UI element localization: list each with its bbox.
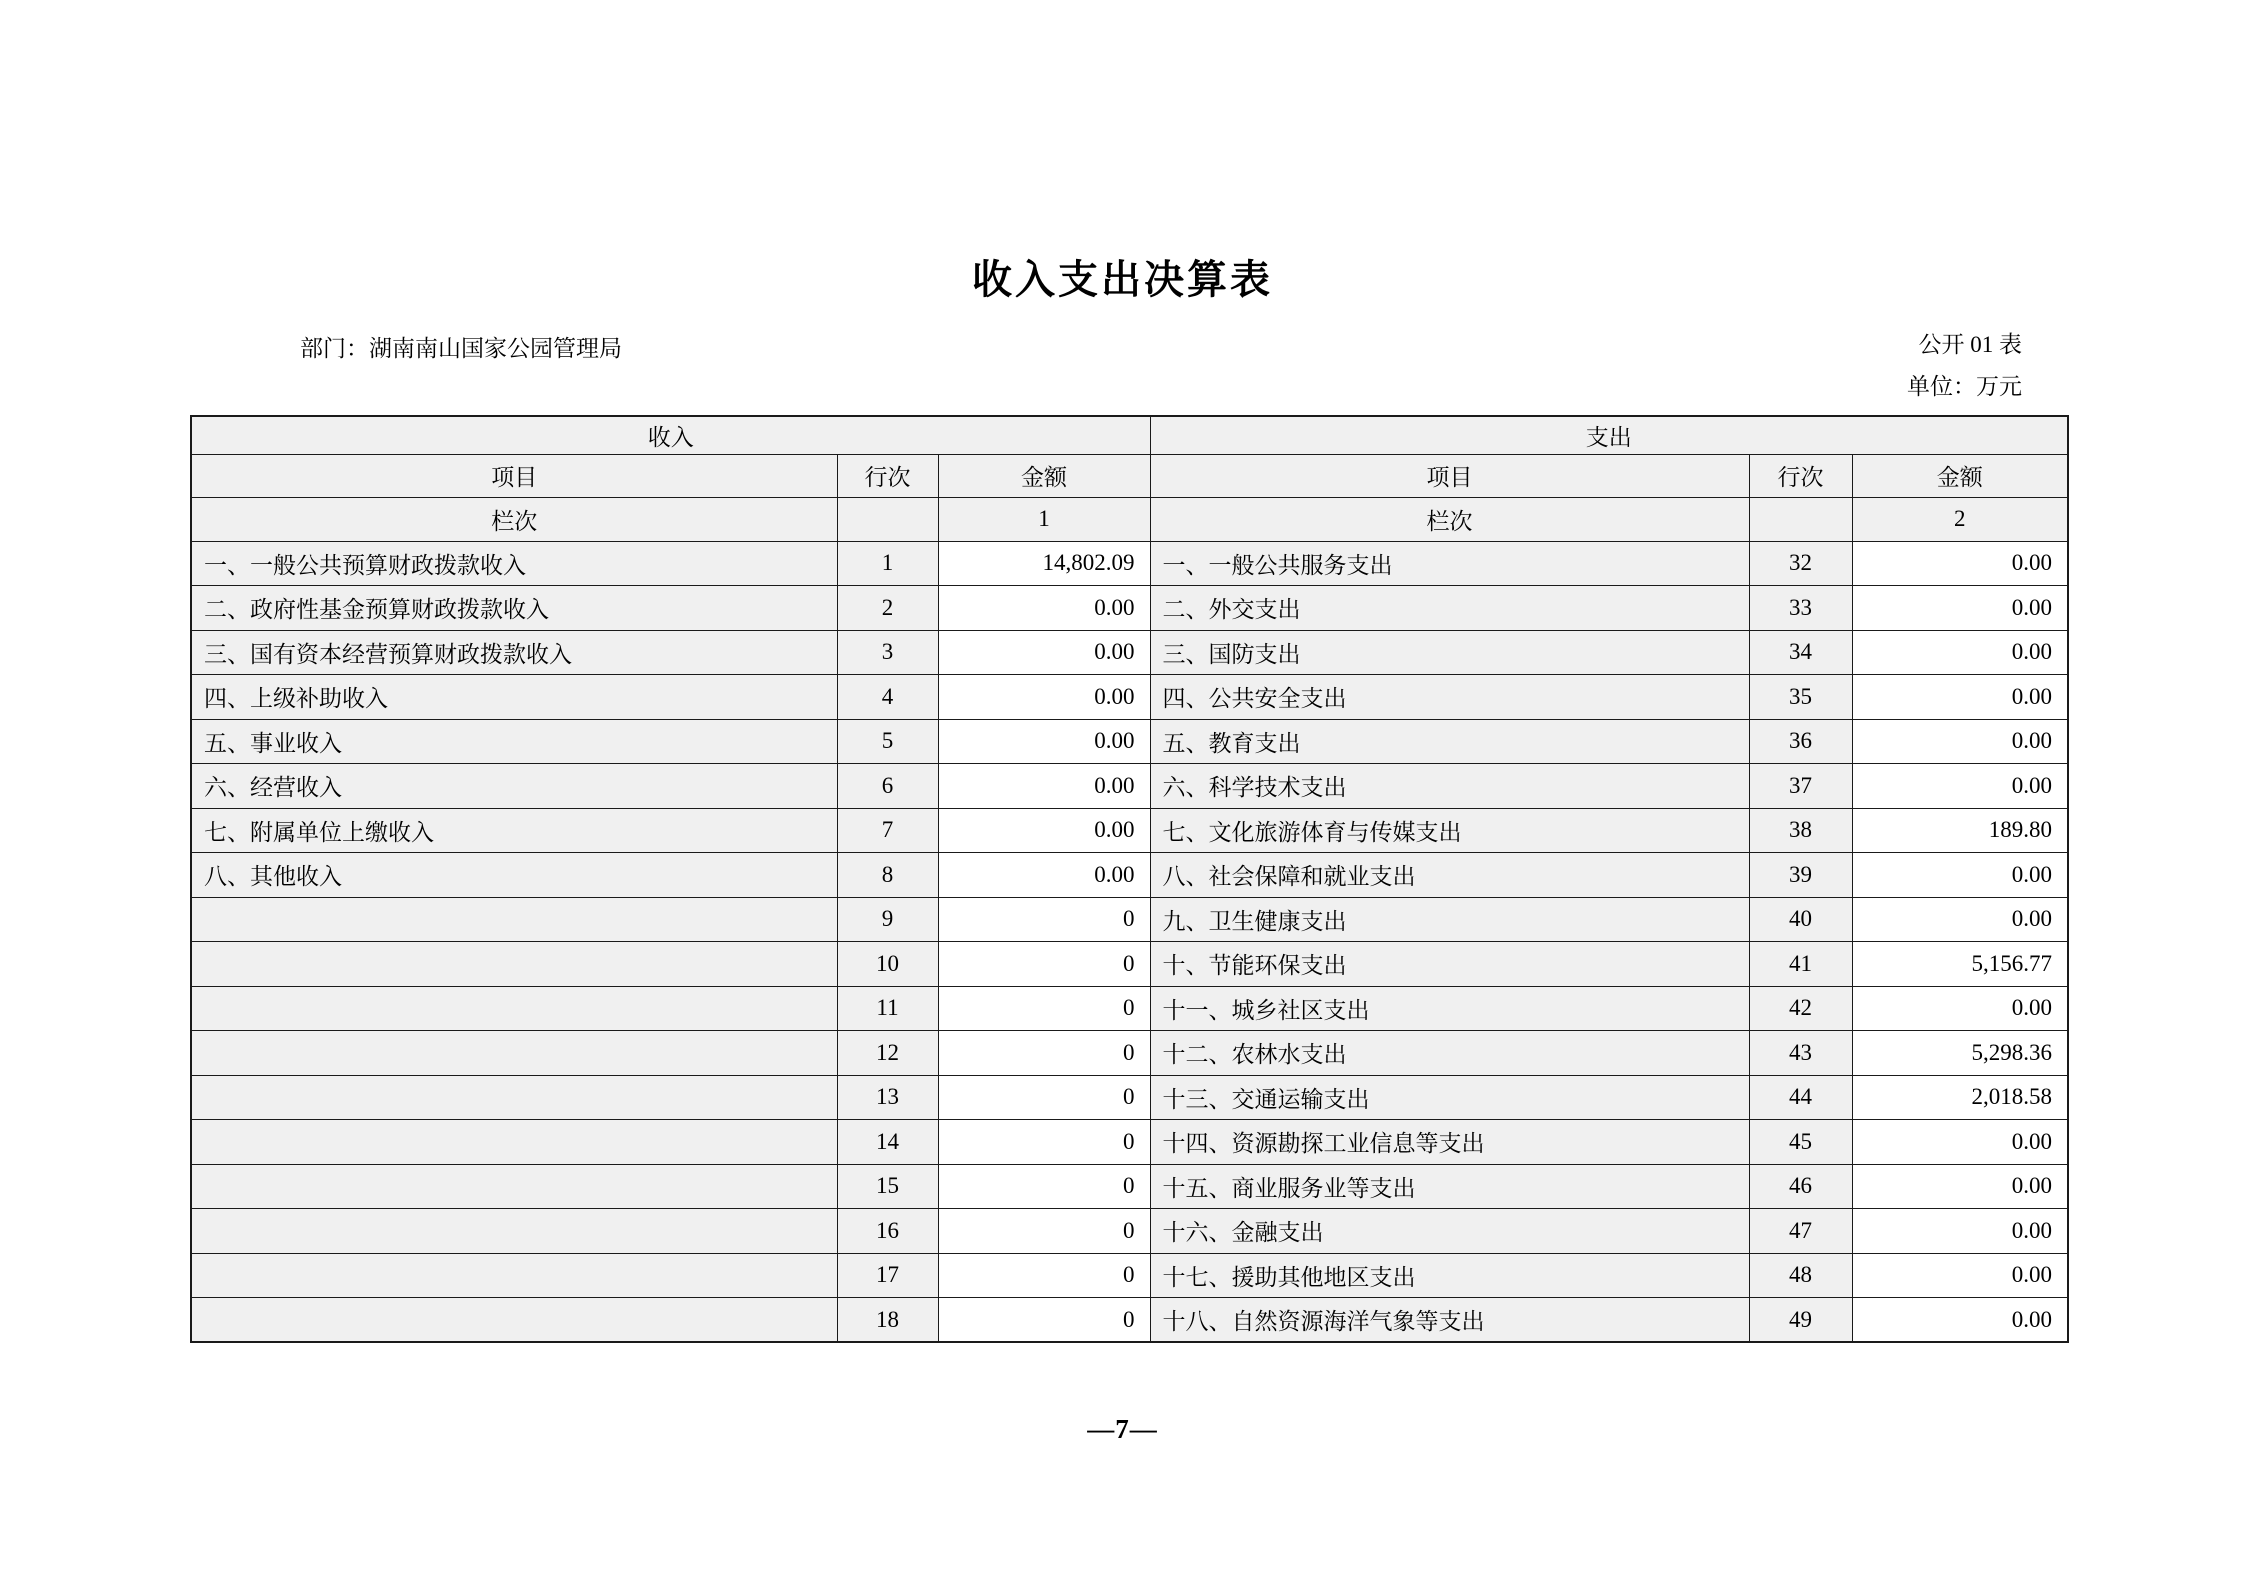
income-item-cell: 三、国有资本经营预算财政拨款收入	[191, 630, 837, 675]
table-row	[191, 942, 2068, 987]
expense-item-cell: 十四、资源勘探工业信息等支出	[1150, 1120, 1749, 1165]
expense-amount-cell: 0.00	[1852, 675, 2068, 720]
expense-line-cell: 42	[1749, 986, 1852, 1031]
income-column-index: 1	[938, 497, 1150, 541]
table-row	[191, 853, 2068, 898]
table-row	[191, 764, 2068, 809]
income-amount-cell: 0	[938, 986, 1150, 1031]
expense-amount-cell: 0.00	[1852, 630, 2068, 675]
department-label: 部门：湖南南山国家公园管理局	[300, 336, 622, 361]
table-row	[191, 808, 2068, 853]
income-item-cell: 四、上级补助收入	[191, 675, 837, 720]
table-row	[191, 1209, 2068, 1254]
expense-line-cell: 38	[1749, 808, 1852, 853]
expense-line-cell: 32	[1749, 541, 1852, 586]
column-header-row	[191, 454, 2068, 497]
expense-item-cell: 七、文化旅游体育与传媒支出	[1150, 808, 1749, 853]
income-amount-cell: 0	[938, 1298, 1150, 1343]
expense-amount-cell: 189.80	[1852, 808, 2068, 853]
income-amount-cell: 0.00	[938, 719, 1150, 764]
expense-line-cell: 37	[1749, 764, 1852, 809]
income-index-line-cell	[837, 497, 938, 541]
expense-line-cell: 35	[1749, 675, 1852, 720]
income-line-cell: 9	[837, 897, 938, 942]
income-item-cell	[191, 897, 837, 942]
income-line-column-header: 行次	[837, 454, 938, 497]
income-section-header: 收入	[191, 416, 1150, 454]
expense-amount-cell: 0.00	[1852, 1298, 2068, 1343]
expense-amount-cell: 5,156.77	[1852, 942, 2068, 987]
table-meta-block	[1907, 324, 2022, 408]
expense-line-cell: 48	[1749, 1253, 1852, 1298]
expense-line-cell: 41	[1749, 942, 1852, 987]
expense-amount-cell: 0.00	[1852, 541, 2068, 586]
income-expense-table	[190, 415, 2069, 1343]
expense-item-cell: 八、社会保障和就业支出	[1150, 853, 1749, 898]
income-line-cell: 14	[837, 1120, 938, 1165]
income-line-cell: 11	[837, 986, 938, 1031]
expense-amount-cell: 0.00	[1852, 586, 2068, 631]
expense-line-cell: 39	[1749, 853, 1852, 898]
income-item-cell	[191, 942, 837, 987]
expense-amount-cell: 0.00	[1852, 764, 2068, 809]
income-amount-cell: 0.00	[938, 675, 1150, 720]
income-item-cell: 二、政府性基金预算财政拨款收入	[191, 586, 837, 631]
income-item-cell	[191, 1209, 837, 1254]
table-code-label: 公开 01 表	[1918, 332, 2022, 357]
expense-amount-cell: 0.00	[1852, 1253, 2068, 1298]
income-column-index-label: 栏次	[191, 497, 837, 541]
expense-amount-cell: 0.00	[1852, 719, 2068, 764]
expense-item-cell: 九、卫生健康支出	[1150, 897, 1749, 942]
expense-item-cell: 十三、交通运输支出	[1150, 1075, 1749, 1120]
income-amount-cell: 0.00	[938, 764, 1150, 809]
table-row	[191, 541, 2068, 586]
table-row	[191, 630, 2068, 675]
expense-line-cell: 40	[1749, 897, 1852, 942]
income-line-cell: 18	[837, 1298, 938, 1343]
table-row	[191, 719, 2068, 764]
income-item-cell: 七、附属单位上缴收入	[191, 808, 837, 853]
income-amount-cell: 0.00	[938, 586, 1150, 631]
expense-item-cell: 十六、金融支出	[1150, 1209, 1749, 1254]
expense-amount-cell: 0.00	[1852, 1164, 2068, 1209]
expense-index-line-cell	[1749, 497, 1852, 541]
expense-amount-cell: 0.00	[1852, 853, 2068, 898]
expense-item-cell: 二、外交支出	[1150, 586, 1749, 631]
page-title: 收入支出决算表	[972, 257, 1273, 302]
expense-line-cell: 36	[1749, 719, 1852, 764]
table-body	[191, 541, 2068, 1342]
income-item-cell	[191, 1120, 837, 1165]
income-line-cell: 8	[837, 853, 938, 898]
expense-item-cell: 一、一般公共服务支出	[1150, 541, 1749, 586]
income-amount-cell: 0	[938, 1209, 1150, 1254]
expense-line-cell: 46	[1749, 1164, 1852, 1209]
section-header-row	[191, 416, 2068, 454]
income-item-cell: 六、经营收入	[191, 764, 837, 809]
table-row	[191, 986, 2068, 1031]
expense-line-cell: 47	[1749, 1209, 1852, 1254]
income-item-column-header: 项目	[191, 454, 837, 497]
expense-item-cell: 六、科学技术支出	[1150, 764, 1749, 809]
income-line-cell: 4	[837, 675, 938, 720]
table-row	[191, 675, 2068, 720]
income-amount-cell: 0	[938, 1031, 1150, 1076]
expense-column-index: 2	[1852, 497, 2068, 541]
income-amount-cell: 0	[938, 1075, 1150, 1120]
table-row	[191, 1164, 2068, 1209]
table-row	[191, 1298, 2068, 1343]
expense-amount-cell: 0.00	[1852, 897, 2068, 942]
expense-item-cell: 十、节能环保支出	[1150, 942, 1749, 987]
expense-item-column-header: 项目	[1150, 454, 1749, 497]
expense-item-cell: 十八、自然资源海洋气象等支出	[1150, 1298, 1749, 1343]
expense-line-column-header: 行次	[1749, 454, 1852, 497]
income-amount-cell: 0.00	[938, 853, 1150, 898]
income-item-cell	[191, 1298, 837, 1343]
table-row	[191, 586, 2068, 631]
income-item-cell: 一、一般公共预算财政拨款收入	[191, 541, 837, 586]
income-line-cell: 12	[837, 1031, 938, 1076]
income-line-cell: 5	[837, 719, 938, 764]
income-line-cell: 17	[837, 1253, 938, 1298]
table-row	[191, 897, 2068, 942]
expense-amount-cell: 2,018.58	[1852, 1075, 2068, 1120]
table-row	[191, 1120, 2068, 1165]
column-index-row	[191, 497, 2068, 541]
expense-amount-cell: 5,298.36	[1852, 1031, 2068, 1076]
income-amount-cell: 0	[938, 1120, 1150, 1165]
table-row	[191, 1075, 2068, 1120]
unit-label: 单位：万元	[1907, 374, 2022, 399]
expense-item-cell: 五、教育支出	[1150, 719, 1749, 764]
expense-line-cell: 49	[1749, 1298, 1852, 1343]
income-amount-cell: 0.00	[938, 808, 1150, 853]
income-item-cell: 五、事业收入	[191, 719, 837, 764]
income-item-cell	[191, 1031, 837, 1076]
expense-item-cell: 四、公共安全支出	[1150, 675, 1749, 720]
expense-item-cell: 三、国防支出	[1150, 630, 1749, 675]
income-line-cell: 13	[837, 1075, 938, 1120]
income-line-cell: 6	[837, 764, 938, 809]
income-line-cell: 1	[837, 541, 938, 586]
income-item-cell: 八、其他收入	[191, 853, 837, 898]
income-line-cell: 10	[837, 942, 938, 987]
table-row	[191, 1253, 2068, 1298]
expense-column-index-label: 栏次	[1150, 497, 1749, 541]
income-amount-cell: 0	[938, 942, 1150, 987]
income-amount-column-header: 金额	[938, 454, 1150, 497]
expense-line-cell: 34	[1749, 630, 1852, 675]
table-row	[191, 1031, 2068, 1076]
expense-amount-cell: 0.00	[1852, 1209, 2068, 1254]
expense-amount-cell: 0.00	[1852, 1120, 2068, 1165]
income-amount-cell: 0.00	[938, 630, 1150, 675]
page-number: —7—	[1087, 1414, 1158, 1444]
income-item-cell	[191, 986, 837, 1031]
income-line-cell: 16	[837, 1209, 938, 1254]
expense-line-cell: 44	[1749, 1075, 1852, 1120]
income-amount-cell: 14,802.09	[938, 541, 1150, 586]
expense-line-cell: 45	[1749, 1120, 1852, 1165]
expense-item-cell: 十七、援助其他地区支出	[1150, 1253, 1749, 1298]
income-item-cell	[191, 1253, 837, 1298]
expense-item-cell: 十五、商业服务业等支出	[1150, 1164, 1749, 1209]
expense-line-cell: 33	[1749, 586, 1852, 631]
income-line-cell: 3	[837, 630, 938, 675]
expense-item-cell: 十一、城乡社区支出	[1150, 986, 1749, 1031]
income-line-cell: 15	[837, 1164, 938, 1209]
income-item-cell	[191, 1164, 837, 1209]
income-amount-cell: 0	[938, 1253, 1150, 1298]
expense-amount-column-header: 金额	[1852, 454, 2068, 497]
income-line-cell: 7	[837, 808, 938, 853]
income-item-cell	[191, 1075, 837, 1120]
expense-section-header: 支出	[1150, 416, 2068, 454]
expense-line-cell: 43	[1749, 1031, 1852, 1076]
expense-amount-cell: 0.00	[1852, 986, 2068, 1031]
expense-item-cell: 十二、农林水支出	[1150, 1031, 1749, 1076]
income-line-cell: 2	[837, 586, 938, 631]
income-amount-cell: 0	[938, 897, 1150, 942]
income-amount-cell: 0	[938, 1164, 1150, 1209]
